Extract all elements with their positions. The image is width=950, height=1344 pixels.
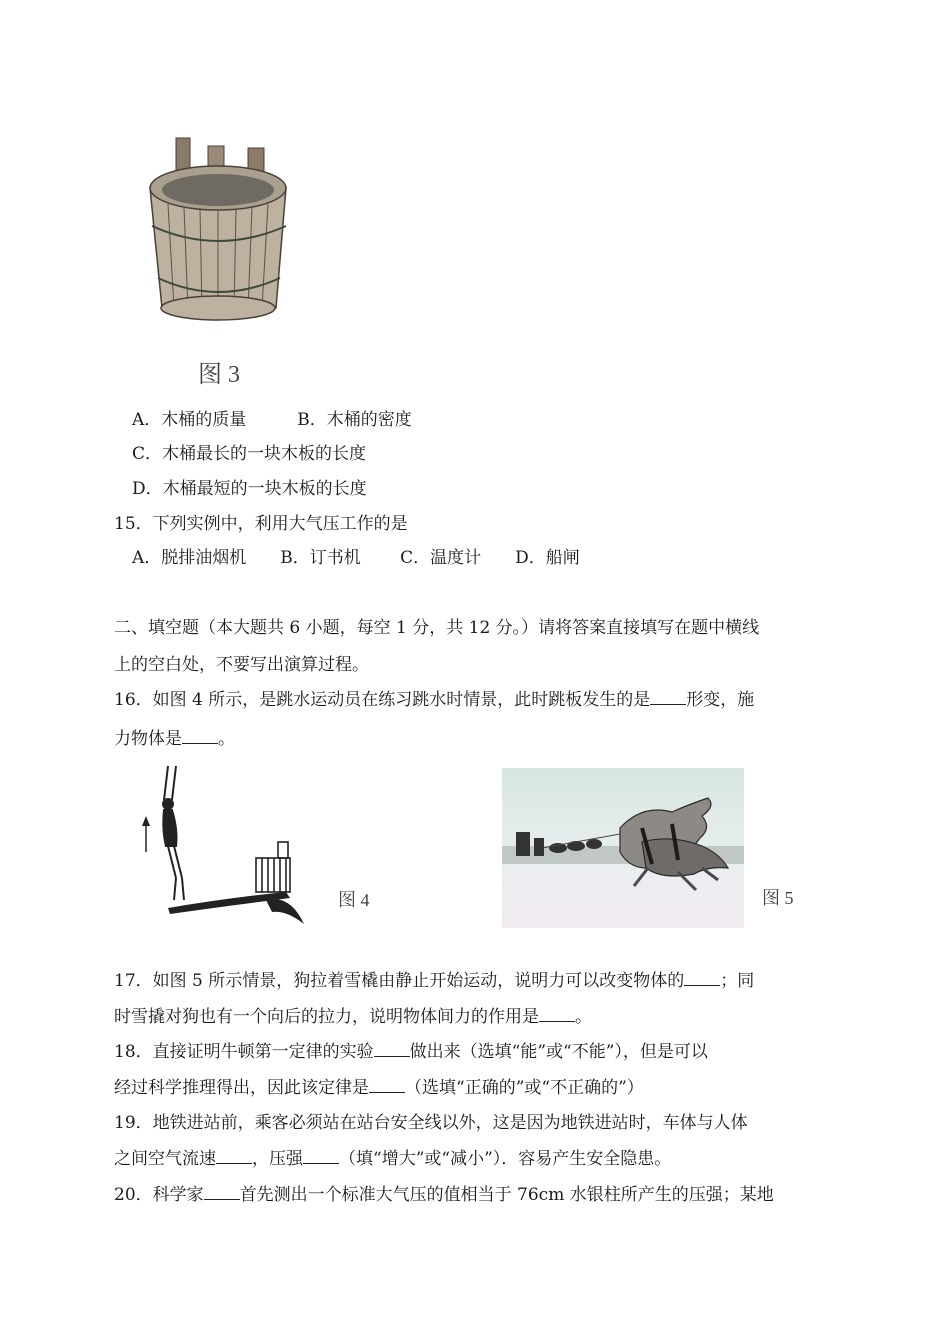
q17-blank-2[interactable]: [539, 1005, 575, 1022]
figure-4-label: 图 4: [338, 890, 370, 910]
q14-option-ab: A．木桶的质量 B．木桶的密度: [132, 410, 412, 430]
q16-text-b: 形变，施: [686, 690, 755, 710]
q19-text-b: 之间空气流速: [114, 1149, 216, 1169]
q19-text-c: ，压强: [252, 1149, 303, 1169]
q20-text-a: 20．科学家: [114, 1185, 204, 1205]
q18-text-b: 做出来（选填“能”或“不能”），但是可以: [409, 1042, 708, 1062]
q20-blank-1[interactable]: [204, 1183, 240, 1200]
q15-stem: 15．下列实例中，利用大气压工作的是: [114, 514, 408, 534]
q14-option-d: D．木桶最短的一块木板的长度: [132, 479, 367, 499]
q16-text-c: 力物体是: [114, 729, 182, 749]
q19-line1: 19．地铁进站前，乘客必须站在站台安全线以外，这是因为地铁进站时，车体与人体: [114, 1113, 748, 1133]
q18-line1: [114, 1040, 708, 1064]
q15-options: A．脱排油烟机 B．订书机 C．温度计 D．船闸: [132, 548, 580, 568]
q16-text-a: 16．如图 4 所示，是跳水运动员在练习跳水时情景，此时跳板发生的是: [114, 690, 651, 710]
q18-text-d: （选填“正确的”或“不正确的”）: [405, 1078, 644, 1098]
q20-line1: [114, 1183, 774, 1207]
q17-blank-1[interactable]: [684, 969, 720, 986]
q19-blank-1[interactable]: [216, 1147, 252, 1164]
q19-line2: [114, 1147, 671, 1171]
diver-springboard-figure: [136, 760, 316, 930]
q17-text-c: 时雪撬对狗也有一个向后的拉力，说明物体间力的作用是: [114, 1007, 539, 1027]
q18-blank-2[interactable]: [369, 1076, 405, 1093]
dog-sled-figure: [502, 768, 744, 928]
q19-text-d: （填“增大”或“减小”）．容易产生安全隐患。: [339, 1149, 672, 1169]
q16-text-d: 。: [218, 729, 235, 749]
q18-text-c: 经过科学推理得出，因此该定律是: [114, 1078, 369, 1098]
q20-text-b: 首先测出一个标准大气压的值相当于 76cm 水银柱所产生的压强；某地: [239, 1185, 774, 1205]
q16-blank-2[interactable]: [182, 727, 218, 744]
wooden-bucket-figure: [140, 130, 300, 330]
q17-line1: [114, 969, 754, 993]
q16-line2: [114, 727, 235, 751]
figure-3-label: 图 3: [198, 362, 240, 388]
q18-text-a: 18．直接证明牛顿第一定律的实验: [114, 1042, 374, 1062]
q17-text-b: ；同: [720, 971, 755, 991]
q18-line2: [114, 1076, 644, 1100]
q16-blank-1[interactable]: [650, 688, 686, 705]
q17-text-d: 。: [575, 1007, 592, 1027]
figure-5-label: 图 5: [762, 888, 794, 908]
q19-blank-2[interactable]: [303, 1147, 339, 1164]
q17-text-a: 17．如图 5 所示情景，狗拉着雪橇由静止开始运动，说明力可以改变物体的: [114, 971, 685, 991]
q14-option-c: C．木桶最长的一块木板的长度: [132, 444, 367, 464]
section-2-heading-line2: 上的空白处，不要写出演算过程。: [114, 655, 369, 675]
q18-blank-1[interactable]: [374, 1040, 410, 1057]
section-2-heading-line1: 二、填空题（本大题共 6 小题，每空 1 分，共 12 分。）请将答案直接填写在题中横线: [114, 618, 760, 638]
q16-line1: [114, 688, 754, 712]
q17-line2: [114, 1005, 592, 1029]
